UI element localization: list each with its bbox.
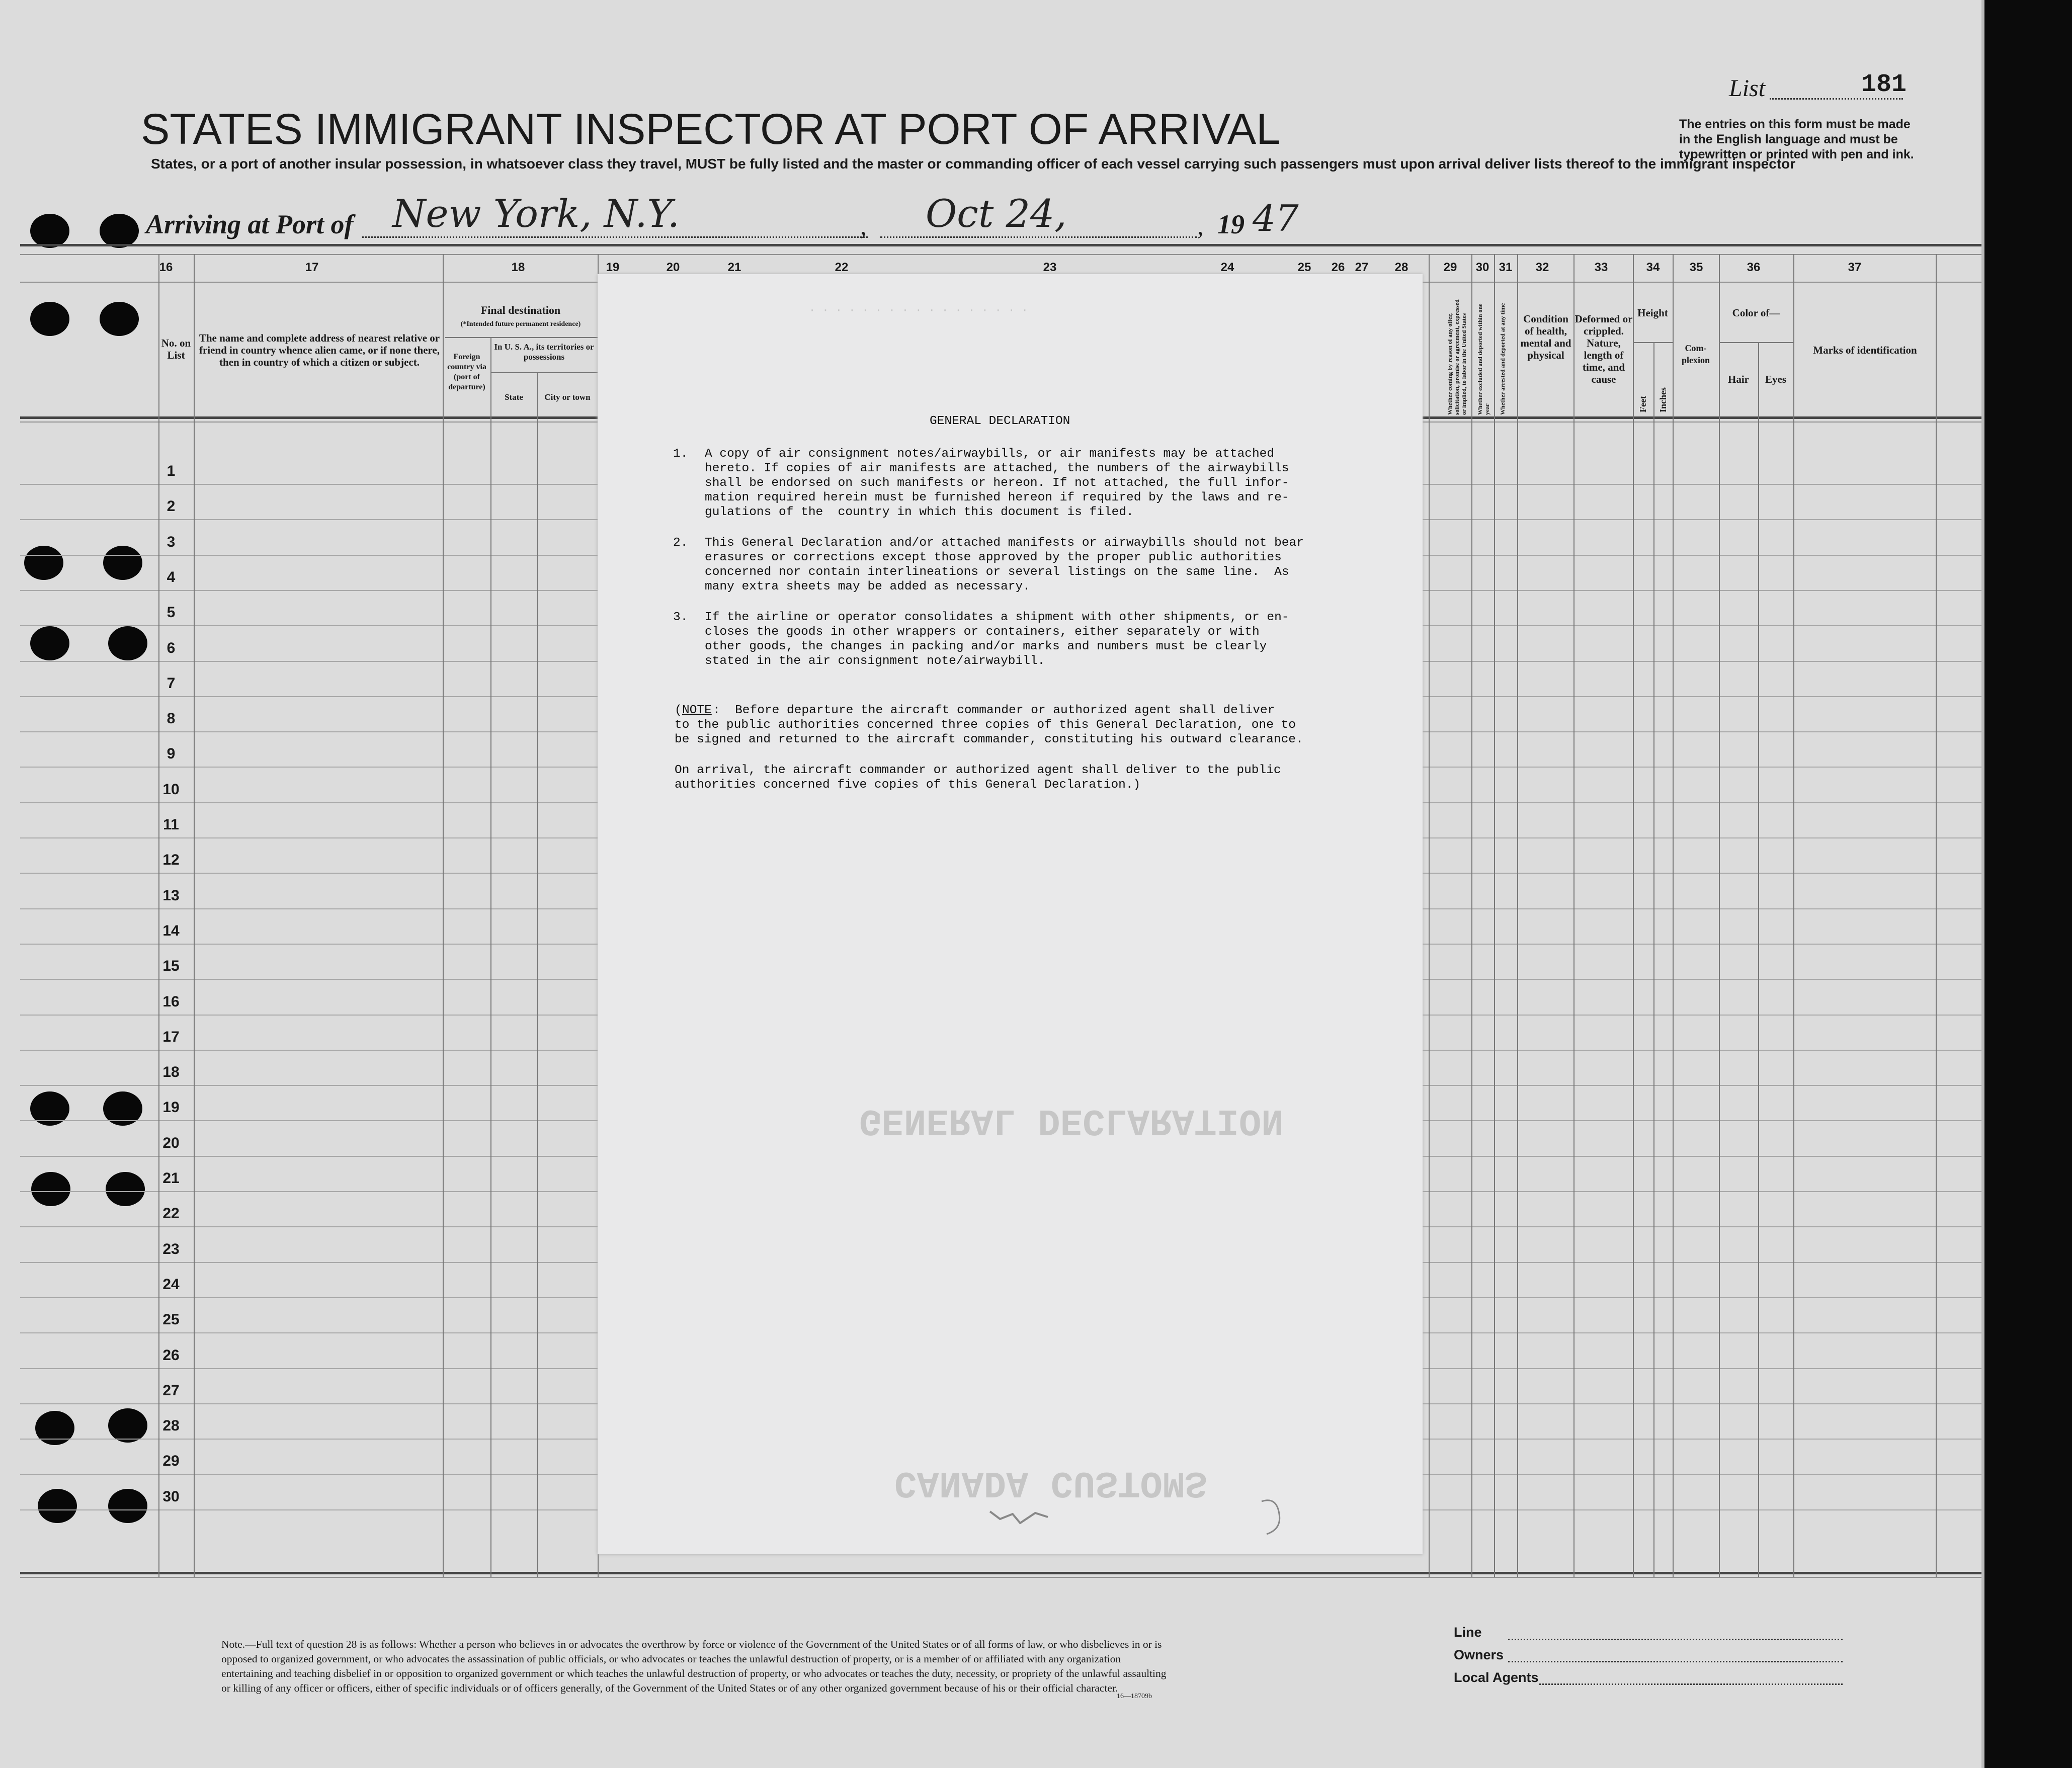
local-agents-field bbox=[1539, 1683, 1843, 1685]
col-divider bbox=[194, 254, 195, 1577]
row-number: 7 bbox=[167, 675, 176, 692]
entries-note: The entries on this form must be made in the English language and must be typewritten or printed with pen and ink. bbox=[1679, 117, 1914, 161]
header-no-on-list: No. on List bbox=[161, 337, 191, 361]
list-label: List bbox=[1729, 75, 1766, 102]
subheader-rule bbox=[1719, 342, 1793, 343]
col-number: 29 bbox=[1443, 261, 1457, 274]
row-number: 9 bbox=[167, 745, 176, 763]
col-number: 32 bbox=[1535, 261, 1549, 274]
punch-hole bbox=[30, 214, 69, 248]
col-divider bbox=[1719, 254, 1720, 1577]
header-q30: Whether excluded and deported within one year bbox=[1476, 303, 1490, 415]
row-number: 26 bbox=[162, 1346, 180, 1364]
col-divider bbox=[1758, 342, 1759, 1577]
row-number: 28 bbox=[162, 1417, 180, 1435]
col-divider bbox=[1517, 254, 1518, 1577]
row-number: 27 bbox=[162, 1382, 180, 1399]
row-number: 11 bbox=[163, 816, 179, 833]
declaration-item-1: A copy of air consignment notes/airwaybills, or air manifests may be attached hereto. If copies of air manifests are attached, the numbers of the airwaybills shall be endorsed on such manifests or hereon. If not attached, the full infor- mation required herein must be furnished hereon if required by the laws and re- gulations of the country in which this document is filed. bbox=[705, 447, 1289, 519]
col-number: 19 bbox=[606, 261, 620, 274]
declaration-item-number: 1. bbox=[673, 447, 688, 461]
header-final-destination-note: (*Intended future permanent residence) bbox=[460, 320, 581, 328]
subheader-rule bbox=[490, 372, 598, 373]
owners-label: Owners bbox=[1454, 1647, 1504, 1662]
header-q29: Whether coming by reason of any offer, solicitation, promise or agreement, expressed or implied, to labor in the United States bbox=[1446, 299, 1467, 415]
bleed-through-heading: GENERAL DECLARATION bbox=[859, 1099, 1284, 1141]
bottom-marks bbox=[598, 1491, 1423, 1552]
date-value: Oct 24, bbox=[926, 191, 1067, 236]
header-height: Height bbox=[1637, 307, 1668, 319]
col-number: 24 bbox=[1220, 261, 1234, 274]
col-number: 16 bbox=[159, 261, 173, 274]
header-inches: Inches bbox=[1658, 387, 1668, 412]
punch-hole bbox=[100, 214, 139, 248]
punch-hole bbox=[35, 1411, 74, 1445]
year-printed: 19 bbox=[1217, 209, 1245, 239]
row-number: 22 bbox=[162, 1205, 180, 1222]
col-number: 37 bbox=[1848, 261, 1862, 274]
col-number: 27 bbox=[1355, 261, 1369, 274]
row-number: 12 bbox=[162, 852, 180, 869]
row-number: 17 bbox=[162, 1028, 180, 1045]
form-title: STATES IMMIGRANT INSPECTOR AT PORT OF ARRIVAL bbox=[141, 105, 1281, 153]
year-handwritten: 47 bbox=[1253, 197, 1299, 239]
line-label: Line bbox=[1454, 1625, 1482, 1640]
row-number: 30 bbox=[162, 1488, 180, 1505]
col-number: 31 bbox=[1499, 261, 1513, 274]
header-complexion: Com-plexion bbox=[1681, 343, 1710, 365]
row-number: 2 bbox=[167, 498, 176, 515]
punch-hole bbox=[108, 1408, 147, 1443]
subheader-rule bbox=[1633, 342, 1673, 343]
col-divider bbox=[1429, 254, 1430, 1577]
date-comma: , bbox=[1197, 212, 1204, 240]
col-divider bbox=[443, 254, 444, 1577]
port-value: New York, N.Y. bbox=[392, 191, 680, 236]
row-number: 24 bbox=[162, 1276, 180, 1293]
date-line bbox=[880, 236, 1197, 238]
row-number: 23 bbox=[162, 1240, 180, 1257]
form-code: 16—18709b bbox=[1117, 1693, 1152, 1700]
punch-hole bbox=[108, 626, 147, 660]
header-eyes: Eyes bbox=[1765, 373, 1786, 385]
row-number: 3 bbox=[167, 533, 176, 550]
col-divider bbox=[1793, 254, 1794, 1577]
col-divider bbox=[1573, 254, 1574, 1577]
local-agents-label: Local Agents bbox=[1454, 1670, 1539, 1685]
col-divider bbox=[1633, 254, 1634, 1577]
col-number: 35 bbox=[1689, 261, 1703, 274]
row-number: 1 bbox=[167, 463, 176, 479]
declaration-item-number: 3. bbox=[673, 611, 688, 624]
arriving-label: Arriving at Port of bbox=[146, 209, 354, 239]
bleed-through-text: · · · · · · · · · · · · · · · · · bbox=[809, 304, 1028, 317]
row-number: 29 bbox=[162, 1453, 180, 1470]
punch-hole bbox=[100, 302, 139, 336]
row-number: 15 bbox=[162, 958, 180, 975]
port-line bbox=[362, 236, 868, 238]
table-bottom-rule-2 bbox=[20, 1577, 1984, 1578]
general-declaration-sheet bbox=[598, 274, 1423, 1554]
header-in-usa: In U. S. A., its territories or possessions bbox=[494, 342, 594, 362]
header-final-destination: Final destination bbox=[480, 304, 561, 316]
form-subtitle: States, or a port of another insular possession, in whatsoever class they travel, MUST be fully listed and the master or commanding officer of each vessel carrying such passengers must upon arrival deliver lists thereof to the immigrant inspector bbox=[151, 156, 1796, 172]
col-number: 36 bbox=[1747, 261, 1761, 274]
row-number: 19 bbox=[162, 1099, 180, 1116]
header-deformed: Deformed or crippled. Nature, length of time, and cause bbox=[1574, 313, 1633, 385]
row-number: 16 bbox=[162, 993, 180, 1010]
punch-hole bbox=[38, 1489, 77, 1523]
punch-hole bbox=[30, 626, 69, 660]
header-city: City or town bbox=[544, 392, 591, 402]
declaration-item-2: This General Declaration and/or attached manifests or airwaybills should not bear erasures or corrections except those approved by the proper public authorities concerned nor contain interlineations or several listings on the same line. As many extra sheets may be added as necessary. bbox=[705, 536, 1304, 594]
col-number: 33 bbox=[1594, 261, 1608, 274]
header-marks: Marks of identification bbox=[1813, 344, 1917, 356]
col-number: 25 bbox=[1297, 261, 1311, 274]
punch-hole bbox=[30, 302, 69, 336]
col-number: 18 bbox=[511, 261, 525, 274]
declaration-note-label: NOTE bbox=[682, 704, 712, 717]
col-number: 20 bbox=[666, 261, 680, 274]
declaration-heading: GENERAL DECLARATION bbox=[930, 414, 1070, 428]
col-divider bbox=[1471, 254, 1472, 1577]
declaration-item-3: If the airline or operator consolidates a shipment with other shipments, or en- closes the goods in other wrappers or containers, either separately or with other goods, the changes in packing and/or marks and numbers must be clearly stated in the air consignment note/airwaybill. bbox=[705, 611, 1289, 668]
punch-hole bbox=[103, 546, 142, 580]
row-number: 10 bbox=[162, 781, 180, 798]
header-feet: Feet bbox=[1638, 396, 1648, 412]
col-number: 22 bbox=[835, 261, 849, 274]
declaration-note: : Before departure the aircraft commander or authorized agent shall deliver to the public authorities concerned three copies of this General Declaration, one to be signed and returned to the aircraft commander, constituting his outward clearance. bbox=[675, 704, 1303, 746]
declaration-note-open: ( bbox=[675, 704, 682, 717]
col-number: 23 bbox=[1043, 261, 1057, 274]
row-number: 6 bbox=[167, 639, 176, 656]
col-number: 34 bbox=[1646, 261, 1660, 274]
declaration-arrival-note: On arrival, the aircraft commander or authorized agent shall deliver to the public authorities concerned five copies of this General Declaration.) bbox=[675, 764, 1281, 792]
col-number: 17 bbox=[305, 261, 319, 274]
port-comma: , bbox=[860, 212, 867, 240]
col-divider bbox=[490, 337, 491, 1577]
row-number: 8 bbox=[167, 710, 176, 727]
punch-hole bbox=[108, 1489, 147, 1523]
row-number: 5 bbox=[167, 604, 176, 621]
col-divider bbox=[1936, 254, 1937, 1577]
row-number: 13 bbox=[162, 887, 180, 904]
row-number: 4 bbox=[167, 568, 176, 585]
header-color-of: Color of— bbox=[1732, 307, 1780, 319]
row-number: 18 bbox=[162, 1064, 180, 1081]
table-top-rule-2 bbox=[20, 254, 1984, 255]
header-relative: The name and complete address of nearest relative or friend in country whence alien came, or if none there, then in country of which a citizen or subject. bbox=[199, 332, 440, 368]
header-q31: Whether arrested and deported at any time bbox=[1499, 303, 1506, 415]
header-hair: Hair bbox=[1728, 373, 1749, 385]
table-top-rule bbox=[20, 244, 1984, 246]
line-field bbox=[1508, 1639, 1843, 1640]
declaration-item-number: 2. bbox=[673, 536, 688, 550]
col-divider bbox=[1673, 254, 1674, 1577]
col-number: 30 bbox=[1475, 261, 1489, 274]
table-bottom-rule bbox=[20, 1572, 1984, 1574]
subheader-rule bbox=[445, 337, 598, 338]
punch-hole bbox=[106, 1172, 145, 1206]
row-number: 21 bbox=[162, 1170, 180, 1187]
row-number: 25 bbox=[162, 1311, 180, 1328]
col-divider bbox=[1494, 254, 1495, 1577]
list-number: 181 bbox=[1861, 70, 1907, 99]
col-divider bbox=[537, 372, 538, 1577]
row-number: 20 bbox=[162, 1134, 180, 1151]
col-number: 21 bbox=[727, 261, 741, 274]
col-number: 26 bbox=[1331, 261, 1345, 274]
punch-hole bbox=[31, 1172, 70, 1206]
punch-hole bbox=[24, 546, 63, 580]
footnote-question-28: Note.—Full text of question 28 is as follows: Whether a person who believes in or advocates the overthrow by force or violence of the Government of the United States or of all forms of law, or who disbelieves in or is opposed to organized government, or who advocates the assassination of public officials, or who advocates or teaches the unlawful destruction of property, or is a member of or affiliated with any organization entertaining and teaching disbelief in or opposition to organized government or which teaches the unlawful destruction of property, or who advocates or teaches the duty, necessity, or propriety of the unlawful assaulting or killing of any officer or officers, either of specific individuals or of officers generally, of the Government of the United States or of any other organized government because of his or their official character. bbox=[221, 1638, 1167, 1694]
col-divider bbox=[158, 254, 159, 1577]
header-foreign-country: Foreign country via (port of departure) bbox=[447, 353, 486, 391]
bleed-through-customs: CANADA CUSTOMS bbox=[894, 1461, 1207, 1503]
col-number: 28 bbox=[1394, 261, 1408, 274]
col-divider bbox=[1653, 342, 1654, 1577]
owners-field bbox=[1508, 1661, 1843, 1662]
header-state: State bbox=[505, 392, 523, 402]
row-number: 14 bbox=[162, 922, 180, 939]
header-condition: Condition of health, mental and physical bbox=[1520, 313, 1571, 361]
